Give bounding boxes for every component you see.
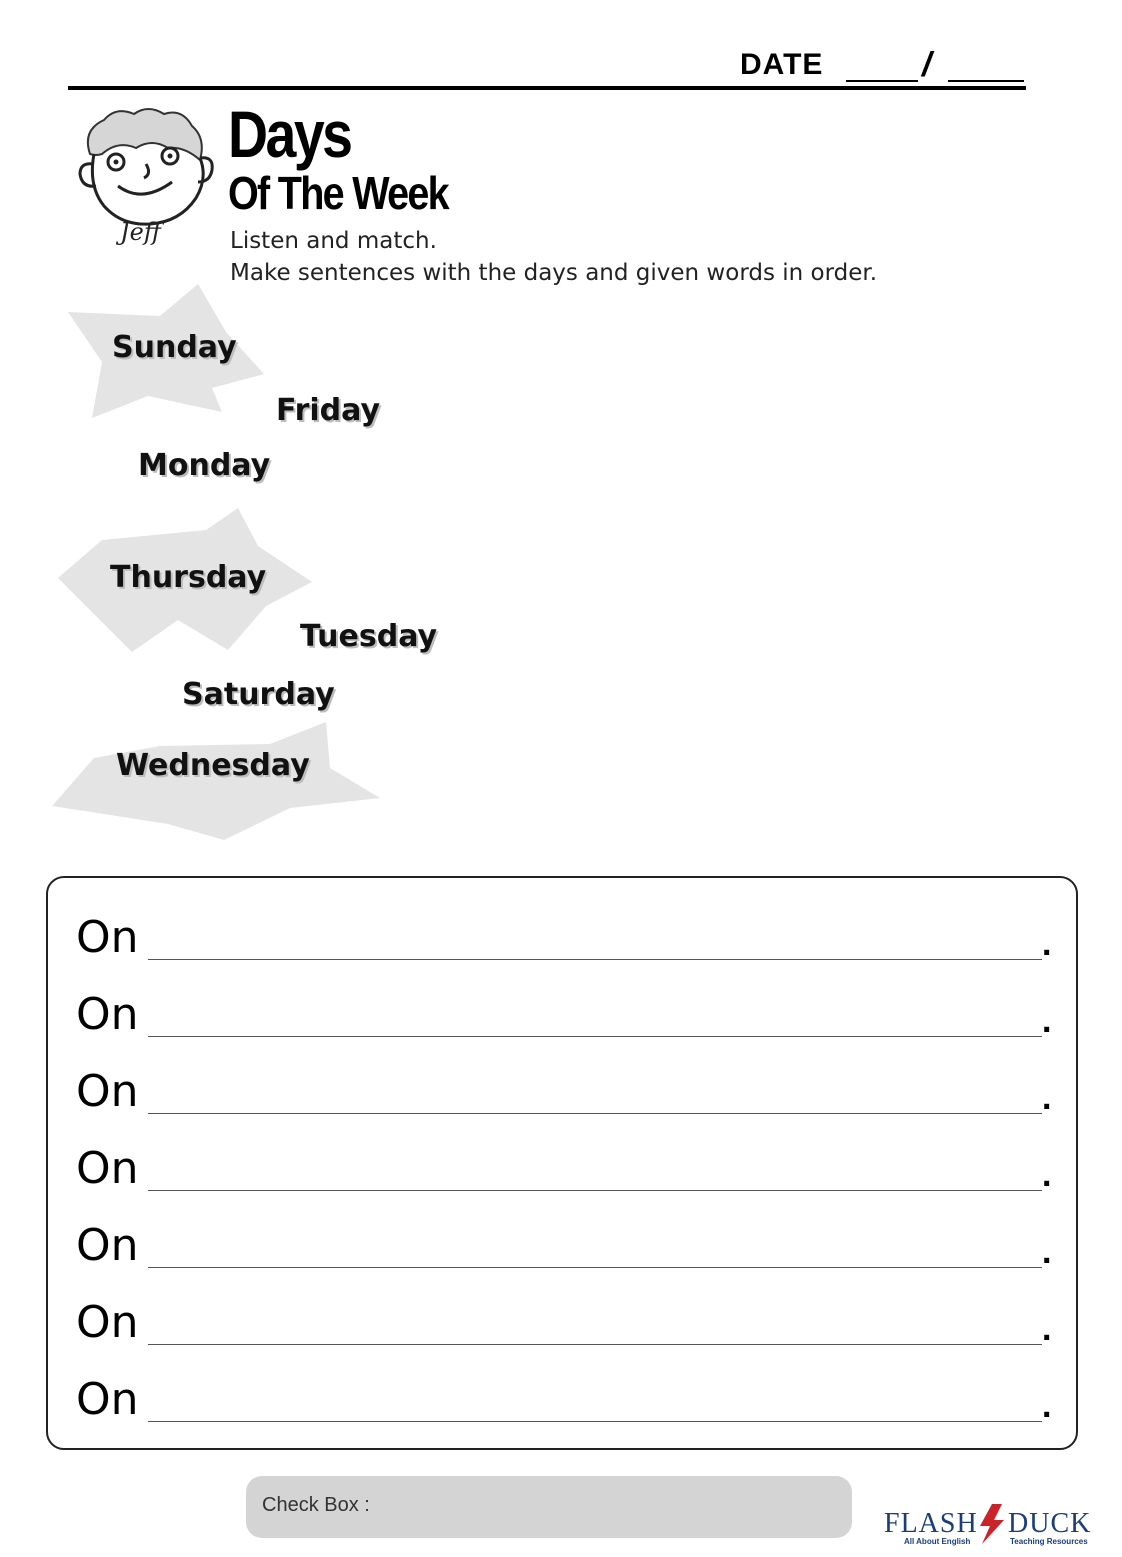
- lightning-bolt-icon: [980, 1504, 1004, 1544]
- page-title: Days: [228, 97, 351, 171]
- sentence-row-2: [76, 989, 1066, 1039]
- sentence-prefix: On: [76, 1143, 139, 1194]
- check-box-label: Check Box :: [262, 1494, 370, 1516]
- sentence-box: [46, 876, 1078, 1450]
- sentence-prefix: On: [76, 1374, 139, 1425]
- page-subtitle: Of The Week: [228, 167, 448, 219]
- sentence-row-5: [76, 1220, 1066, 1270]
- sentence-end-mark: .: [1041, 1391, 1052, 1424]
- logo-brand-right: DUCK: [1008, 1508, 1092, 1539]
- day-word-friday: Friday: [276, 393, 381, 428]
- logo-tagline-left: All About English: [904, 1537, 971, 1546]
- flashduck-logo: [880, 1502, 1112, 1546]
- header-rule: [68, 86, 1026, 90]
- day-word-monday: Monday: [138, 448, 271, 483]
- logo-tagline-right: Teaching Resources: [1010, 1537, 1088, 1546]
- day-word-wednesday: Wednesday: [116, 748, 310, 783]
- sentence-end-mark: .: [1041, 1314, 1052, 1347]
- sentence-row-3: [76, 1066, 1066, 1116]
- day-word-saturday: Saturday: [182, 677, 335, 712]
- day-word-thursday: Thursday: [110, 560, 267, 595]
- check-box-field[interactable]: [246, 1476, 852, 1538]
- sentence-prefix: On: [76, 989, 139, 1040]
- sentence-end-mark: .: [1041, 1237, 1052, 1270]
- answer-line[interactable]: [148, 1267, 1042, 1268]
- answer-line[interactable]: [148, 1190, 1042, 1191]
- sentence-row-6: [76, 1297, 1066, 1347]
- answer-line[interactable]: [148, 959, 1042, 960]
- sentence-row-7: [76, 1374, 1066, 1424]
- sentence-prefix: On: [76, 1066, 139, 1117]
- date-day-blank[interactable]: [948, 80, 1024, 82]
- sentence-end-mark: .: [1041, 1083, 1052, 1116]
- answer-line[interactable]: [148, 1421, 1042, 1422]
- sentence-end-mark: .: [1041, 929, 1052, 962]
- date-month-blank[interactable]: [846, 80, 918, 82]
- answer-line[interactable]: [148, 1344, 1042, 1345]
- sentence-end-mark: .: [1041, 1006, 1052, 1039]
- instruction-sentences: Make sentences with the days and given words in order.: [230, 260, 878, 286]
- answer-line[interactable]: [148, 1113, 1042, 1114]
- date-separator: /: [922, 46, 932, 84]
- sentence-end-mark: .: [1041, 1160, 1052, 1193]
- sentence-row-4: [76, 1143, 1066, 1193]
- sentence-prefix: On: [76, 912, 139, 963]
- day-word-tuesday: Tuesday: [300, 619, 438, 654]
- sentence-prefix: On: [76, 1220, 139, 1271]
- sentence-prefix: On: [76, 1297, 139, 1348]
- answer-line[interactable]: [148, 1036, 1042, 1037]
- sentence-row-1: [76, 912, 1066, 962]
- instruction-listen: Listen and match.: [230, 228, 437, 254]
- day-word-sunday: Sunday: [112, 330, 237, 365]
- mascot-name: Jeff: [120, 218, 161, 246]
- logo-brand-left: FLASH: [884, 1508, 978, 1539]
- date-label: DATE: [740, 48, 824, 81]
